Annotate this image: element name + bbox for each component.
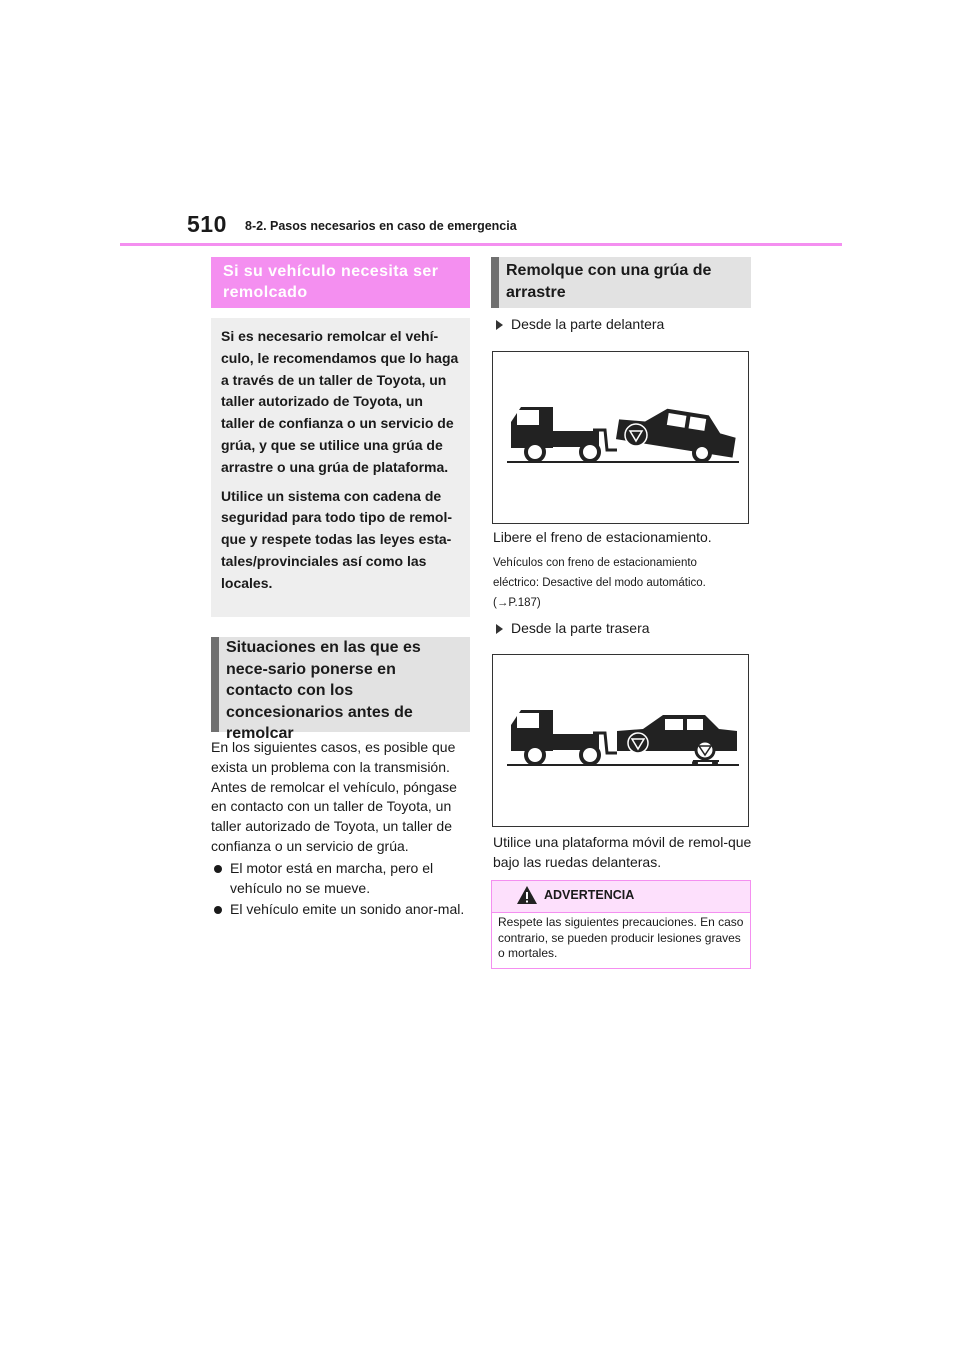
note-line-1: Vehículos con freno de estacionamiento: [493, 557, 697, 569]
black-dot-icon: [214, 906, 222, 914]
tow-truck-front-icon: [493, 352, 748, 523]
intro-paragraph-1: Si es necesario remolcar el vehí-culo, le recomendamos que lo haga a través de un taller de Toyota, un taller autorizado de Toyota, un taller de confianza o un servicio de grúa, y que se utilice una grúa de arrastre o una grúa de plataforma.: [221, 328, 459, 475]
note-line-2: eléctrico: Desactive del modo automático.: [493, 576, 706, 589]
warning-box: [491, 880, 751, 969]
rear-label-text: Desde la parte trasera: [511, 620, 650, 636]
bullet-text-1: El motor está en marcha, pero el vehículo no se mueve.: [230, 860, 434, 896]
triangle-arrow-icon: [496, 624, 503, 634]
intro-paragraph-2: Utilice un sistema con cadena de seguridad para todo tipo de remol-que y respete todas las leyes esta-tales/provinciales así como las locales.: [221, 487, 453, 591]
warning-triangle-icon: [516, 885, 538, 905]
rear-instruction: Utilice una plataforma móvil de remol-que bajo las ruedas delanteras.: [493, 834, 752, 870]
page-reference: (→P.187): [493, 596, 541, 609]
bullet-item-1: [212, 858, 475, 898]
warning-text: Respete las siguientes precauciones. En caso contrario, se pueden producir lesiones graves o mortales.: [498, 915, 744, 960]
tow-truck-rear-icon: [493, 655, 748, 826]
rear-label: [494, 619, 650, 637]
tow-truck-heading: Remolque con una grúa de arrastre: [491, 257, 751, 308]
black-dot-icon: [214, 865, 222, 873]
bullet-item-2: [212, 899, 475, 919]
bullet-text-2: El vehículo emite un sonido anor-mal.: [230, 901, 465, 917]
front-label-text: Desde la parte delantera: [511, 316, 665, 332]
header-rule: [120, 243, 842, 246]
situations-heading: Situaciones en las que es nece-sario ponerse en contacto con los concesionarios antes de remolcar: [211, 637, 470, 732]
rear-tow-illustration: [492, 654, 749, 827]
front-label: [494, 315, 664, 333]
warning-title: ADVERTENCIA: [544, 888, 635, 902]
intro-box: [211, 318, 470, 617]
situations-paragraph: En los siguientes casos, es posible que exista un problema con la transmisión. Antes de remolcar el vehículo, póngase en contacto con un taller de Toyota, un taller autorizado de Toyota, un taller de confianza o un servicio de grúa.: [211, 739, 457, 854]
triangle-arrow-icon: [496, 320, 503, 330]
section-title: 8-2. Pasos necesarios en caso de emergencia: [245, 219, 517, 233]
front-instruction: Libere el freno de estacionamiento.: [493, 529, 712, 545]
page-number: 510: [187, 211, 227, 237]
warning-header: [492, 881, 750, 913]
front-tow-illustration: [492, 351, 749, 524]
electric-brake-note: [493, 554, 753, 613]
section-banner: Si su vehículo necesita ser remolcado: [211, 257, 470, 308]
